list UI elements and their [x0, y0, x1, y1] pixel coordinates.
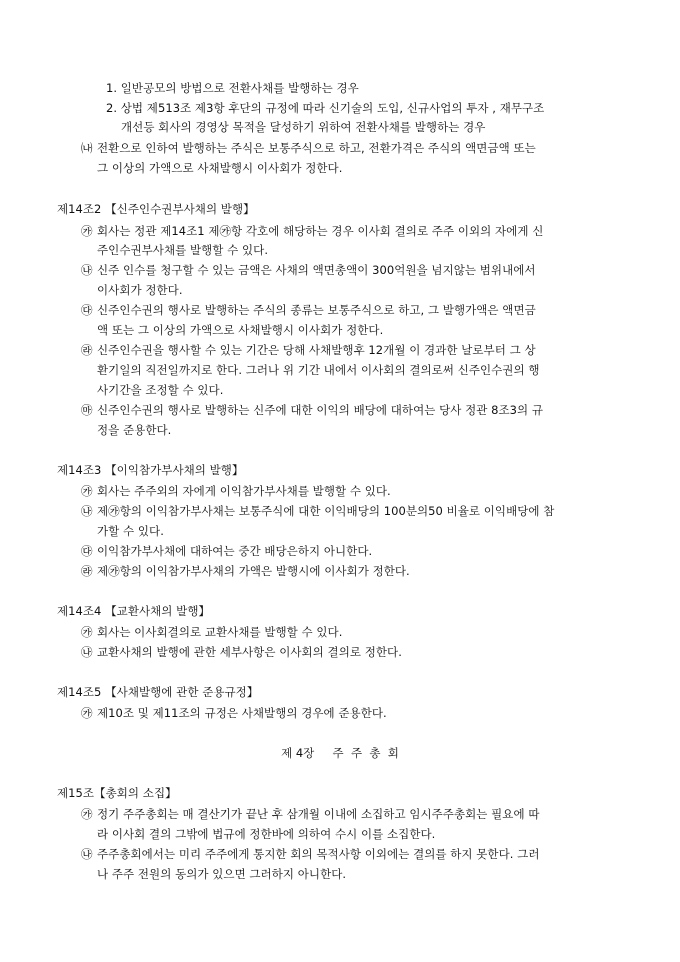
paragraph: ㉰ 이익참가부사채에 대하여는 중간 배당은하지 아니한다. — [81, 544, 373, 558]
paragraph-mark: ㉱ — [81, 343, 93, 357]
paragraph-mark: ㉯ — [81, 645, 93, 659]
paragraph-cont: 주인수권부사채를 발행할 수 있다. — [97, 243, 269, 257]
paragraph-mark: ㉮ — [81, 224, 93, 238]
paragraph-cont: 액 또는 그 이상의 가액으로 사채발행시 이사회가 정한다. — [97, 323, 384, 337]
paragraph-mark: ㉮ — [81, 807, 93, 821]
article-heading: 제14조2 【신주인수권부사채의 발행】 — [57, 202, 255, 216]
list-item-2: 2. 상법 제513조 제3항 후단의 규정에 따라 신기술의 도입, 신규사업의 투자 , 재무구조 — [106, 101, 545, 115]
paragraph-mark: ㉮ — [81, 706, 93, 720]
paragraph-mark: ㉯ — [81, 504, 93, 518]
paragraph-cont: 정을 준용한다. — [97, 423, 172, 437]
paragraph-cont: 가할 수 있다. — [97, 524, 164, 538]
paragraph: ㉯ 신주 인수를 청구할 수 있는 금액은 사채의 액면총액이 300억원을 넘지않는 범위내에서 — [81, 263, 536, 277]
paragraph: ㈏ 전환으로 인하여 발행하는 주식은 보통주식으로 하고, 전환가격은 주식의 액면금액 또는 — [81, 141, 536, 155]
article-heading: 제14조4 【교환사채의 발행】 — [57, 604, 211, 618]
paragraph: ㉮ 정기 주주총회는 매 결산기가 끝난 후 삼개월 이내에 소집하고 임시주주총회는 필요에 따 — [81, 807, 540, 821]
paragraph: ㉯ 제㉮항의 이익참가부사채는 보통주식에 대한 이익배당의 100분의50 비율로 이익배당에 참 — [81, 504, 555, 518]
paragraph-mark: ㉯ — [81, 847, 93, 861]
article-heading: 제14조3 【이익참가부사채의 발행】 — [57, 463, 244, 477]
paragraph-cont: 라 이사회 결의 그밖에 법규에 정한바에 의하여 수시 이를 소집한다. — [97, 827, 436, 841]
paragraph-cont: 환기일의 직전일까지로 한다. 그러나 위 기간 내에서 이사회의 결의로써 신주인수권의 행 — [97, 363, 540, 377]
paragraph: ㉱ 신주인수권을 행사할 수 있는 기간은 당해 사채발행후 12개월 이 경과한 날로부터 그 상 — [81, 343, 536, 357]
paragraph-mark: ㉯ — [81, 263, 93, 277]
paragraph: ㉲ 신주인수권의 행사로 발행하는 신주에 대한 이익의 배당에 대하여는 당사 정관 8조3의 규 — [81, 403, 544, 417]
paragraph: ㉮ 회사는 주주외의 자에게 이익참가부사채를 발행할 수 있다. — [81, 484, 391, 498]
paragraph-mark: ㉱ — [81, 564, 93, 578]
paragraph: ㉰ 신주인수권의 행사로 발행하는 주식의 종류는 보통주식으로 하고, 그 발행가액은 액면금 — [81, 303, 536, 317]
paragraph-cont: 그 이상의 가액으로 사채발행시 이사회가 정한다. — [97, 161, 343, 175]
article-heading: 제14조5 【사채발행에 관한 준용규정】 — [57, 685, 259, 699]
paragraph: ㉯ 주주총회에서는 미리 주주에게 통지한 회의 목적사항 이외에는 결의를 하지 못한다. 그러 — [81, 847, 540, 861]
article-heading: 제15조【총회의 소집】 — [57, 786, 177, 800]
paragraph-cont: 사기간을 조정할 수 있다. — [97, 383, 224, 397]
paragraph: ㉮ 회사는 정관 제14조1 제㉮항 각호에 해당하는 경우 이사회 결의로 주주 이외의 자에게 신 — [81, 224, 544, 238]
paragraph: ㉱ 제㉮항의 이익참가부사채의 가액은 발행시에 이사회가 정한다. — [81, 564, 410, 578]
paragraph-mark: ㉰ — [81, 303, 93, 317]
paragraph: ㉮ 회사는 이사회결의로 교환사채를 발행할 수 있다. — [81, 625, 343, 639]
paragraph-cont: 이사회가 정한다. — [97, 283, 183, 297]
paragraph: ㉯ 교환사채의 발행에 관한 세부사항은 이사회의 결의로 정한다. — [81, 645, 402, 659]
paragraph: ㉮ 제10조 및 제11조의 규정은 사채발행의 경우에 준용한다. — [81, 706, 387, 720]
paragraph-mark: ㈏ — [81, 141, 93, 155]
paragraph-mark: ㉰ — [81, 544, 93, 558]
paragraph-cont: 나 주주 전원의 동의가 있으면 그러하지 아니한다. — [97, 867, 347, 881]
paragraph-mark: ㉮ — [81, 484, 93, 498]
paragraph-mark: ㉲ — [81, 403, 93, 417]
list-item-1: 1. 일반공모의 방법으로 전환사채를 발행하는 경우 — [106, 81, 359, 95]
paragraph-mark: ㉮ — [81, 625, 93, 639]
chapter-heading: 제 4장 주 주 총 회 — [281, 746, 399, 760]
list-item-2-cont: 개선등 회사의 경영상 목적을 달성하기 위하여 전환사채를 발행하는 경우 — [121, 120, 486, 134]
